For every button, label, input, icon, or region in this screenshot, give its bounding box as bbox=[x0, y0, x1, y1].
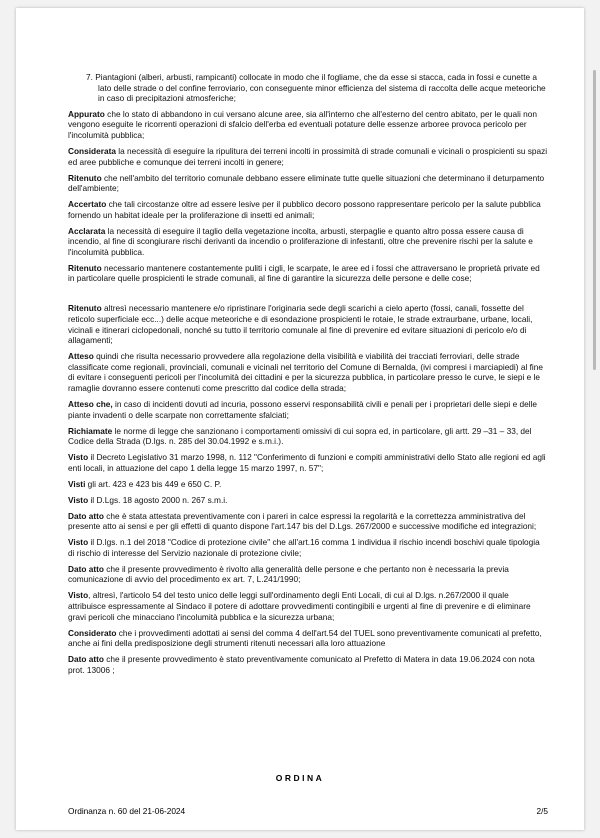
paragraph-lead: Visto bbox=[68, 537, 89, 548]
paragraph-lead: Appurato bbox=[68, 108, 105, 119]
paragraph bbox=[68, 426, 548, 447]
paragraph-lead: Atteso che, bbox=[68, 398, 113, 409]
paragraph bbox=[68, 628, 548, 649]
paragraph-lead: Dato atto bbox=[68, 563, 104, 574]
paragraph-text: che il presente provvedimento è rivolto alla generalità delle persone e che pertanto non è necessaria la previa comunicazione di avvio del procedimento ex art. 7, L.241/1990; bbox=[68, 563, 509, 585]
paragraph bbox=[68, 495, 548, 506]
footer-page-number: 2/5 bbox=[536, 806, 548, 816]
paragraph-group-1 bbox=[68, 109, 548, 284]
paragraph-text: che il presente provvedimento è stato preventivamente comunicato al Prefetto di Matera in data 19.06.2024 con nota prot. 13006 ; bbox=[68, 654, 535, 675]
paragraph bbox=[68, 109, 548, 141]
paragraph bbox=[68, 226, 548, 258]
paragraph bbox=[68, 654, 548, 675]
paragraph-text: necessario mantenere costantemente puliti i cigli, le scarpate, le aree ed i fossi che attraversano le proprietà private ed in particolare quelle prospicienti le strade comunali, al fine di garantire la sicurezza delle persone e delle cose; bbox=[68, 262, 540, 284]
paragraph bbox=[68, 399, 548, 420]
paragraph-lead: Dato atto bbox=[68, 654, 104, 665]
paragraph-lead: Acclarata bbox=[68, 225, 106, 236]
paragraph-lead: Ritenuto bbox=[68, 172, 102, 183]
paragraph-lead: Richiamate bbox=[68, 425, 113, 436]
paragraph bbox=[68, 537, 548, 558]
paragraph bbox=[68, 511, 548, 532]
paragraph-lead: Atteso bbox=[68, 351, 94, 362]
paragraph-lead: Accertato bbox=[68, 199, 107, 210]
paragraph-text: il Decreto Legislativo 31 marzo 1998, n. 112 "Conferimento di funzioni e compiti amministrativi dello Stato alle regioni ed agli enti locali, in attuazione del capo 1 della legge 15 marzo 1997, n. 57"; bbox=[68, 452, 546, 473]
paragraph-text: la necessità di eseguire il taglio della vegetazione incolta, arbusti, sterpaglie e quanto altro possa essere causa di incendio, al fine di scongiurare rischi derivanti da incendio o proliferazione di infestanti, oltre che prevenire rischi per la salute e l'incolumità pubblica. bbox=[68, 225, 533, 257]
paragraph-text: il D.lgs. n.1 del 2018 "Codice di protezione civile" che all'art.16 comma 1 individua il rischio incendi boschivi quale tipologia di rischio di interesse del Servizio nazionale di protezione civile; bbox=[68, 537, 540, 558]
paragraph-text: in caso di incidenti dovuti ad incuria, possono esservi responsabilità civili e penali per i proprietari delle siepi e delle piante invadenti o delle scarpate non correttamente sfalciati; bbox=[68, 398, 538, 420]
document-body bbox=[68, 72, 548, 681]
paragraph-lead: Considerato bbox=[68, 627, 117, 638]
paragraph bbox=[68, 263, 548, 284]
paragraph-lead: Ritenuto bbox=[68, 262, 102, 273]
paragraph-lead: Visto bbox=[68, 452, 89, 463]
paragraph-text: , altresì, l'articolo 54 del testo unico delle leggi sull'ordinamento degli Enti Locali, di cui al D.lgs. n.267/2000 il quale attribuisce espressamente al Sindaco il potere di adottare provvedimenti contingibili e urgenti al fine di prevenire e di eliminare gravi pericoli che minacciano l'incolumità pubblica e la sicurezza urbana; bbox=[68, 590, 531, 622]
list-item-7: 7. Piantagioni (alberi, arbusti, rampicanti) collocate in modo che il fogliame, che da esse si stacca, cada in fossi e cunette a lato delle strade o del confine ferroviario, con conseguente minor efficienza del sistema di raccolta delle acque meteoriche in caso di precipitazioni atmosferiche; bbox=[86, 72, 546, 104]
paragraph-lead: Considerata bbox=[68, 145, 116, 156]
paragraph bbox=[68, 452, 548, 473]
paragraph-text: gli art. 423 e 423 bis 449 e 650 C. P. bbox=[85, 478, 222, 489]
paragraph bbox=[68, 479, 548, 490]
paragraph-lead: Visto bbox=[68, 590, 89, 601]
paragraph-lead: Visti bbox=[68, 478, 86, 489]
scrollbar[interactable] bbox=[593, 70, 596, 370]
paragraph-lead: Dato atto bbox=[68, 510, 104, 521]
paragraph-text: le norme di legge che sanzionano i comportamenti omissivi di cui sopra ed, in particolare, gli artt. 29 –31 – 33, del Codice della Strada (D.lgs. n. 285 del 30.04.1992 e s.m.i.). bbox=[68, 425, 532, 447]
ordina-heading: ORDINA bbox=[275, 773, 325, 783]
paragraph bbox=[68, 199, 548, 220]
paragraph bbox=[68, 146, 548, 167]
paragraph-text: che tali circostanze oltre ad essere lesive per il pubblico decoro possono rappresentare pericolo per la salute pubblica fornendo un habitat ideale per la proliferazione di insetti ed animali; bbox=[68, 199, 541, 220]
paragraph-group-2 bbox=[68, 303, 548, 675]
paragraph-text: che nell'ambito del territorio comunale debbano essere eliminate tutte quelle situazioni che determinano il deturpamento dell'ambiente; bbox=[68, 172, 545, 194]
spacer bbox=[68, 289, 548, 303]
paragraph-text: che i provvedimenti adottati ai sensi del comma 4 dell'art.54 del TUEL sono preventivamente comunicati al prefetto, anche ai fini della predisposizione degli strumenti ritenuti necessari alla loro attuazione bbox=[68, 627, 542, 649]
document-page bbox=[16, 8, 584, 830]
paragraph bbox=[68, 173, 548, 194]
paragraph bbox=[68, 564, 548, 585]
paragraph-lead: Visto bbox=[68, 494, 89, 505]
paragraph-text: il D.Lgs. 18 agosto 2000 n. 267 s.m.i. bbox=[88, 494, 228, 505]
paragraph-text: quindi che risulta necessario provvedere alla regolazione della visibilità e viabilità dei tracciati ferroviari, delle strade classificate come regionali, provinciali, comunali e vicinali nel territorio del Comune di Bernalda, (ivi compresi i marciapiedi) al fine di evitare i conseguenti pericoli per l'incolumità dei cittadini e per la sicurezza pubblica, in particolare presso le curve, le siepi e le ramaglie dovranno essere contenuti come prescritto dal codice della strada; bbox=[68, 351, 543, 393]
paragraph-text: che lo stato di abbandono in cui versano alcune aree, sia all'interno che all'esterno del centro abitato, per le quali non vengono eseguite le ricorrenti operazioni di sfalcio dell'erba ed eventuali potature delle essenze arboree provoca pericolo per l'incolumità pubblica; bbox=[68, 108, 537, 140]
paragraph-text: altresì necessario mantenere e/o ripristinare l'originaria sede degli scarichi a cielo aperto (fossi, canali, fossette del reticolo superficiale ecc...) delle acque meteoriche e di esondazione prospicienti le rotaie, le strade extraurbane, urbane, locali, vicinali e itinerari ciclopedonali, nonché su tutto il territorio comunale al fine di prevenire ed evitare situazioni di pericolo e/o di allagamenti; bbox=[68, 303, 533, 346]
paragraph-text: la necessità di eseguire la ripulitura dei terreni incolti in prossimità di strade comunali e vicinali o prospicienti su spazi ed aree pubbliche e comunque dei terreni incolti in genere; bbox=[68, 145, 548, 167]
paragraph-text: che è stata attestata preventivamente con i pareri in calce espressi la regolarità e la correttezza amministrativa del presente atto ai sensi e per gli effetti di quanto dispone l'art.147 bis del D.Lgs. 267/2000 e successive modifiche ed integrazioni; bbox=[68, 510, 537, 532]
paragraph-lead: Ritenuto bbox=[68, 303, 102, 314]
footer-ordinance-ref: Ordinanza n. 60 del 21-06-2024 bbox=[68, 806, 186, 816]
paragraph bbox=[68, 590, 548, 622]
paragraph bbox=[68, 351, 548, 393]
paragraph bbox=[68, 303, 548, 345]
